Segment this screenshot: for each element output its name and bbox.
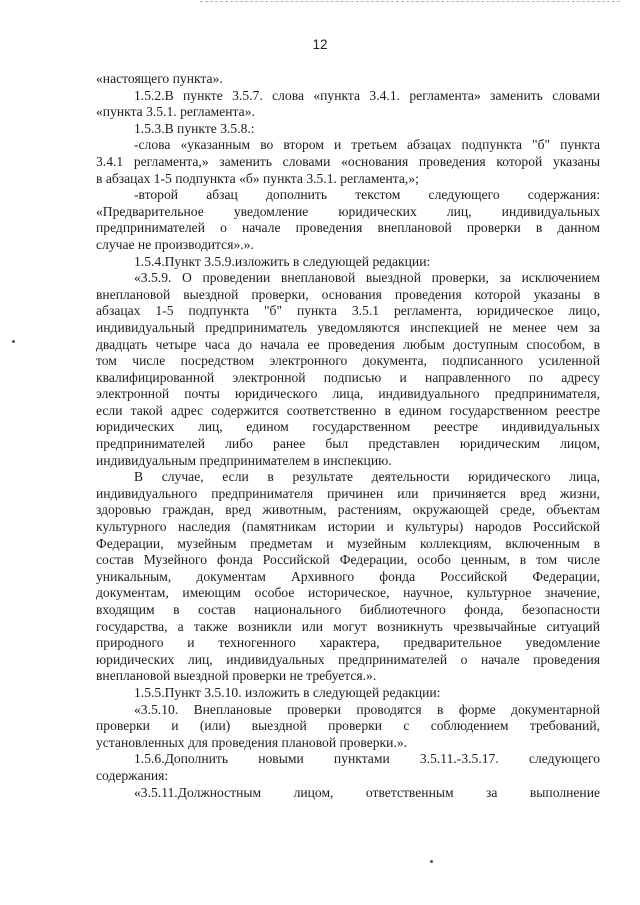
text-line: природного и техногенного характера, предварительное уведомление [96, 635, 600, 651]
text-line: здоровью граждан, вред животным, растениям, окружающей среде, объектам [96, 502, 600, 518]
text-line: юридических лиц, индивидуальных предпринимателей о начале проведения [96, 651, 600, 667]
text-line: 3.4.1 регламента,» заменить словами «основания проведения которой указаны [96, 153, 600, 169]
text-line: состав Музейного фонда Российской Федерации, особо ценным, в том числе [96, 552, 600, 568]
text-line: электронной почты юридического лица, индивидуального предпринимателя, [96, 386, 600, 402]
text-line: Федерации, музейным предметам и музейным коллекциям, включенным в [96, 535, 600, 551]
text-line: документам, имеющим особое историческое, научное, культурное значение, [96, 585, 600, 601]
text-line: «настоящего пункта». [96, 71, 223, 86]
text-line: предпринимателей о начале проведения внеплановой проверки в данном [96, 220, 600, 236]
text-line: индивидуальным предпринимателем в инспекцию. [96, 452, 392, 468]
text-line: -второй абзац дополнить текстом следующего содержания: [134, 187, 600, 203]
scan-speck [12, 340, 15, 343]
text-line: 1.5.6.Дополнить новыми пунктами 3.5.11.-3.5.17. следующего [134, 751, 600, 767]
text-line: государства, а также возникли или могут возникнуть чрезвычайные ситуаций [96, 618, 600, 634]
text-line: проверки и (или) выездной проверки с соблюдением требований, [96, 718, 600, 734]
text-line: уникальным, документам Архивного фонда Российской Федерации, [96, 568, 600, 584]
text-line: «Предварительное уведомление юридических лиц, индивидуальных [96, 203, 600, 219]
text-line: 1.5.3.В пункте 3.5.8.: [134, 120, 255, 136]
text-line: если такой адрес содержится соответственно в едином государственном реестре [96, 402, 600, 418]
text-line: в абзацах 1-5 подпункта «б» пункта 3.5.1. регламента,»; [96, 170, 419, 186]
text-line: юридических лиц, едином государственном реестре индивидуальных [96, 419, 600, 435]
text-line: культурного наследия (памятникам истории и культуры) народов Российской [96, 519, 600, 535]
text-line: индивидуального предпринимателя причинен или причиняется вред жизни, [96, 485, 600, 501]
text-line: двадцать четыре часа до начала ее проведения любым доступным способом, в [96, 336, 600, 352]
text-line: случае не производится».». [96, 236, 254, 252]
text-line: В случае, если в результате деятельности юридического лица, [134, 469, 600, 485]
document-body [96, 71, 600, 801]
text-line: индивидуальный предприниматель уведомляются инспекцией не менее чем за [96, 319, 600, 335]
text-line: абзацах 1-5 подпункта "б" пункта 3.5.1 регламента, юридическое лицо, [96, 303, 600, 319]
text-line: входящим в состав национального библиотечного фонда, безопасности [96, 602, 600, 617]
text-line: установленных для проведения плановой проверки.». [96, 734, 408, 750]
text-line: «пункта 3.5.1. регламента». [96, 104, 255, 120]
text-line: внеплановой выездной проверки не требуется.». [96, 668, 377, 684]
text-line: 1.5.5.Пункт 3.5.10. изложить в следующей редакции: [134, 684, 441, 700]
text-line: внеплановой выездной проверки, основания проведения которой указаны в [96, 286, 600, 302]
text-line: содержания: [96, 767, 169, 783]
text-line: квалифицированной электронной подписью и направленного по адресу [96, 369, 600, 385]
text-line: том числе посредством электронного документа, подписанного усиленной [96, 353, 600, 369]
text-line: «3.5.10. Внеплановые проверки проводятся в форме документарной [134, 701, 600, 717]
text-line: -слова «указанным во втором и третьем абзацах подпункта "б" пункта [134, 137, 600, 153]
text-line: 1.5.2.В пункте 3.5.7. слова «пункта 3.4.1. регламента» заменить словами [134, 87, 600, 103]
text-line: «3.5.9. О проведении внеплановой выездной проверки, за исключением [134, 270, 600, 286]
page-number: 12 [312, 37, 328, 52]
text-line: предпринимателей либо ранее был представлен юридическим лицом, [96, 436, 600, 452]
scan-speck [430, 860, 433, 863]
scan-top-edge [200, 1, 620, 2]
text-line: «3.5.11.Должностным лицом, ответственным за выполнение [134, 784, 600, 800]
text-line: 1.5.4.Пункт 3.5.9.изложить в следующей редакции: [134, 253, 431, 269]
